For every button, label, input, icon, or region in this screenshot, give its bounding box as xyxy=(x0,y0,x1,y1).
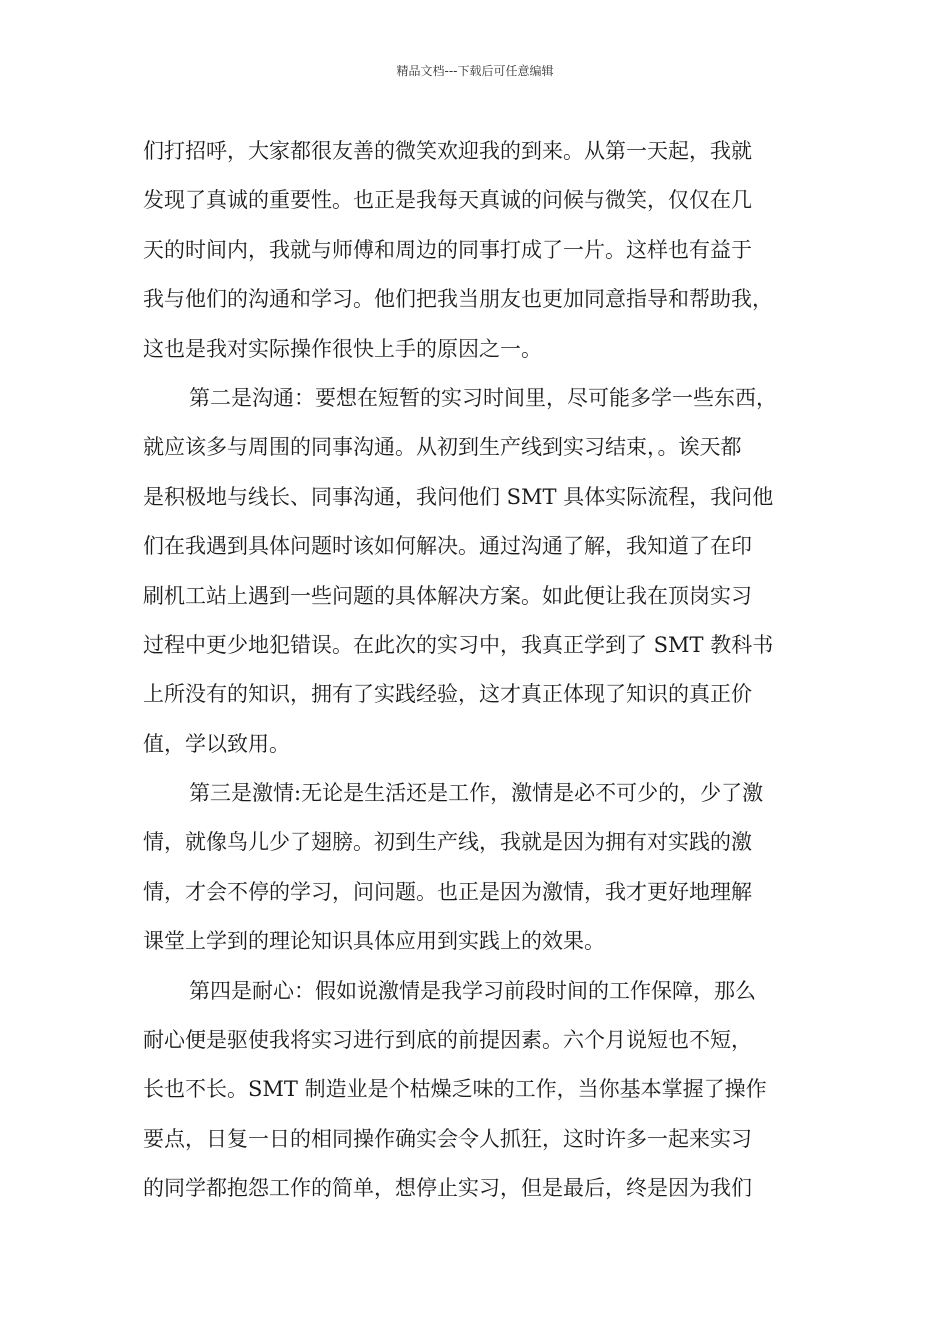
text-line: 们在我遇到具体问题时该如何解决。通过沟通了解，我知道了在印 xyxy=(143,534,752,559)
paragraph-first-line: 第三是激情:无论是生活还是工作，激情是必不可少的，少了激 xyxy=(189,781,764,806)
text-line: 这也是我对实际操作很快上手的原因之一。 xyxy=(143,336,542,361)
text-line: 的同学都抱怨工作的简单，想停止实习，但是最后，终是因为我们 xyxy=(143,1176,752,1201)
text-line: 发现了真诚的重要性。也正是我每天真诚的问候与微笑，仅仅在几 xyxy=(143,188,752,213)
text-line: 们打招呼，大家都很友善的微笑欢迎我的到来。从第一天起，我就 xyxy=(143,139,752,163)
text-line: 就应该多与周围的同事沟通。从初到生产线到实习结束，。诶天都 xyxy=(143,435,742,460)
text-line: 是积极地与线长、同事沟通，我问他们 SMT 具体实际流程，我问他 xyxy=(143,484,774,509)
text-line: 刷机工站上遇到一些问题的具体解决方案。如此便让我在顶岗实习 xyxy=(143,583,752,608)
text-line: 情，才会不停的学习，问问题。也正是因为激情，我才更好地理解 xyxy=(143,879,752,904)
text-line: 天的时间内，我就与师傅和周边的同事打成了一片。这样也有益于 xyxy=(143,237,752,262)
text-line: 上所没有的知识，拥有了实践经验，这才真正体现了知识的真正价 xyxy=(143,682,752,707)
text-line: 过程中更少地犯错误。在此次的实习中，我真正学到了 SMT 教科书 xyxy=(143,632,774,657)
text-line: 值，学以致用。 xyxy=(143,731,290,756)
text-line: 我与他们的沟通和学习。他们把我当朋友也更加同意指导和帮助我， xyxy=(143,287,773,312)
paragraph-first-line: 第二是沟通：要想在短暂的实习时间里，尽可能多学一些东西， xyxy=(189,385,777,410)
paragraph-first-line: 第四是耐心：假如说激情是我学习前段时间的工作保障，那么 xyxy=(189,978,756,1003)
text-line: 长也不长。SMT 制造业是个枯燥乏味的工作，当你基本掌握了操作 xyxy=(143,1077,767,1102)
document-body xyxy=(143,127,823,1214)
page-header: 精品文档---下载后可任意编辑 xyxy=(396,64,554,78)
text-line: 耐心便是驱使我将实习进行到底的前提因素。六个月说短也不短， xyxy=(143,1028,752,1053)
text-line: 要点，日复一日的相同操作确实会令人抓狂，这时许多一起来实习 xyxy=(143,1126,752,1151)
text-line: 情，就像鸟儿少了翅膀。初到生产线，我就是因为拥有对实践的激 xyxy=(143,830,752,855)
text-line: 课堂上学到的理论知识具体应用到实践上的效果。 xyxy=(143,929,605,954)
